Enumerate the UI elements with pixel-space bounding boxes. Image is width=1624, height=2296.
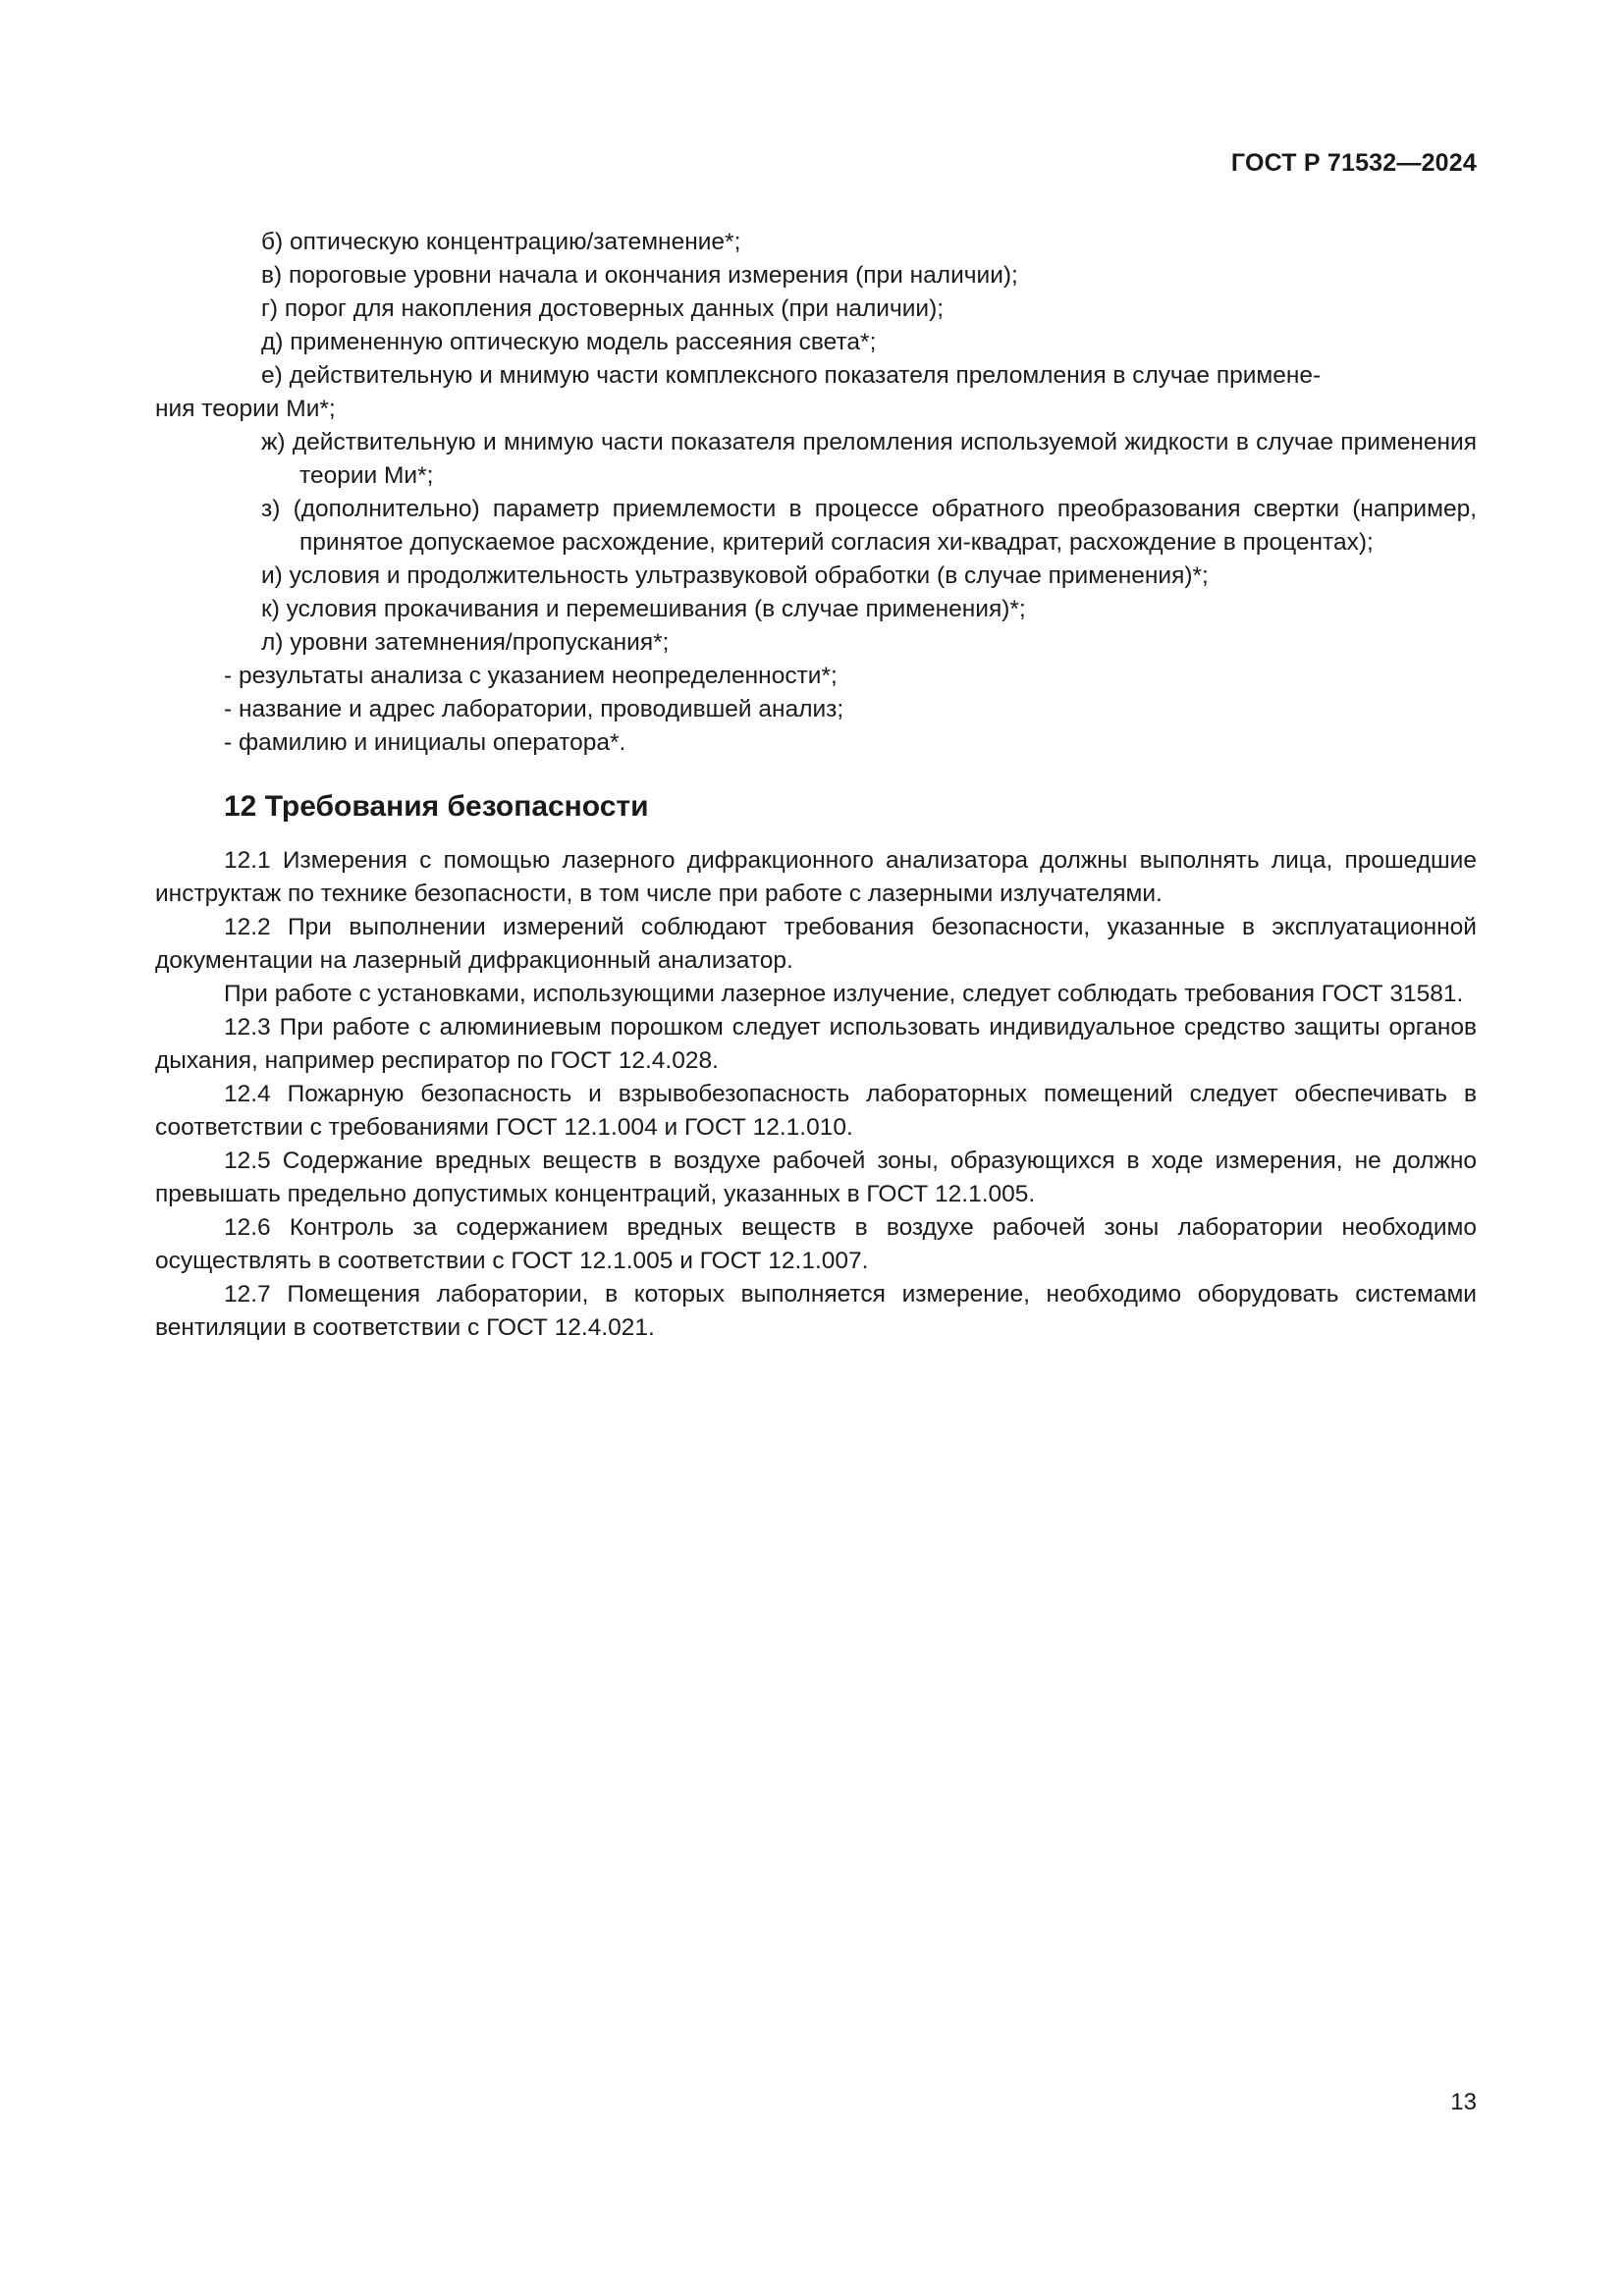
list-item: б) оптическую концентрацию/затемнение*;	[261, 229, 741, 255]
dash-item: - название и адрес лаборатории, проводившей анализ;	[224, 696, 844, 722]
paragraph: 12.6 Контроль за содержанием вредных веществ в воздухе рабочей зоны лаборатории необходимо осуществлять в соответствии с ГОСТ 12.1.005 и ГОСТ 12.1.007.	[155, 1214, 1477, 1274]
list-item: г) порог для накопления достоверных данных (при наличии);	[261, 295, 945, 322]
paragraph: 12.5 Содержание вредных веществ в воздухе рабочей зоны, образующихся в ходе измерения, не должно превышать предельно допустимых концентраций, указанных в ГОСТ 12.1.005.	[155, 1148, 1477, 1207]
section-heading: 12 Требования безопасности	[224, 790, 649, 823]
list-item: в) пороговые уровни начала и окончания измерения (при наличии);	[261, 262, 1018, 289]
list-item-e-first: е) действительную и мнимую части комплексного показателя преломления в случае примене-	[261, 362, 1322, 389]
paragraph: 12.4 Пожарную безопасность и взрывобезопасность лабораторных помещений следует обеспечивать в соответствии с требованиями ГОСТ 12.1.004 и ГОСТ 12.1.010.	[155, 1081, 1477, 1141]
list-item: л) уровни затемнения/пропускания*;	[261, 629, 670, 656]
paragraph: 12.1 Измерения с помощью лазерного дифракционного анализатора должны выполнять лица, прошедшие инструктаж по технике безопасности, в том числе при работе с лазерными излучателями.	[155, 847, 1477, 907]
dash-item: - фамилию и инициалы оператора*.	[224, 729, 626, 756]
list-item: и) условия и продолжительность ультразвуковой обработки (в случае применения)*;	[261, 562, 1209, 589]
paragraph: 12.7 Помещения лаборатории, в которых выполняется измерение, необходимо оборудовать системами вентиляции в соответствии с ГОСТ 12.4.021.	[155, 1281, 1477, 1341]
paragraph: 12.3 При работе с алюминиевым порошком следует использовать индивидуальное средство защиты органов дыхания, например респиратор по ГОСТ 12.4.028.	[155, 1014, 1477, 1074]
paragraph: При работе с установками, использующими лазерное излучение, следует соблюдать требования ГОСТ 31581.	[224, 981, 1464, 1007]
list-item-e-continuation: ния теории Ми*;	[155, 396, 336, 422]
list-item: д) примененную оптическую модель рассеяния света*;	[261, 329, 877, 355]
paragraph: 12.2 При выполнении измерений соблюдают требования безопасности, указанные в эксплуатационной документации на лазерный дифракционный анализатор.	[155, 914, 1477, 974]
list-item-z: з) (дополнительно) параметр приемлемости в процессе обратного преобразования свертки (например, принятое допускаемое расхождение, критерий согласия хи-квадрат, расхождение в процентах);	[261, 496, 1477, 556]
dash-item: - результаты анализа с указанием неопределенности*;	[224, 663, 838, 689]
page-number: 13	[1450, 2089, 1477, 2115]
document-code: ГОСТ Р 71532—2024	[1230, 149, 1477, 177]
list-item: к) условия прокачивания и перемешивания (в случае применения)*;	[261, 596, 1026, 622]
page-content	[155, 226, 1477, 1345]
list-item-zh: ж) действительную и мнимую части показателя преломления используемой жидкости в случае применения теории Ми*;	[261, 429, 1477, 489]
